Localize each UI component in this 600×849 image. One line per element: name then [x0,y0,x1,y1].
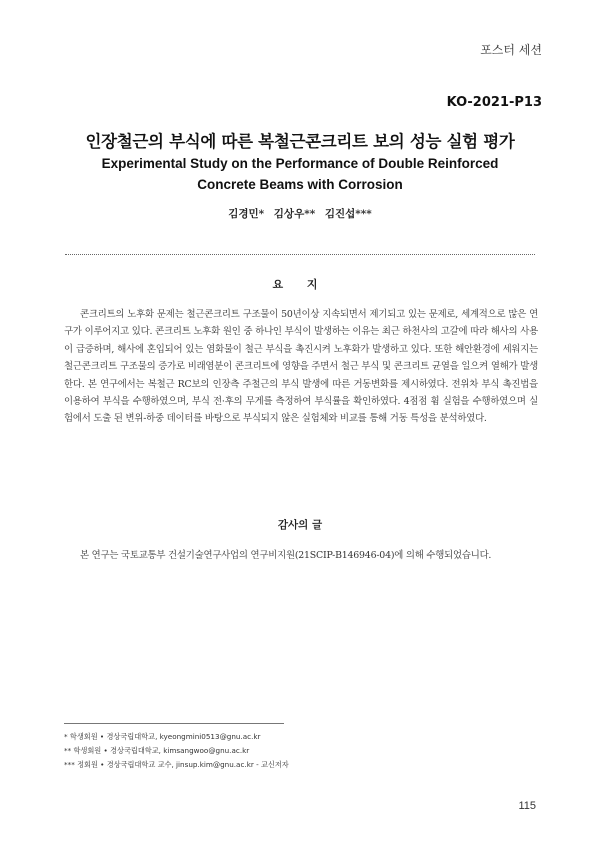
session-label: 포스터 세션 [480,43,542,57]
abstract-body: 콘크리트의 노후화 문제는 철근콘크리트 구조물이 50년이상 지속되면서 제기되고 있는 문제로, 세계적으로 많은 연구가 이루어지고 있다. 콘크리트 노후화 원인 중 하나인 부식이 발생하는 이유는 최근 하천사의 고갈에 따라 해사의 사용이 급증하며, 해사에 혼입되어 있는 염화물이 철근 부식을 촉진시켜 노후화가 발생하고 있다. 또한 해안환경에 세워지는 철근콘크리트 구조물의 증가로 비래염분이 콘크리트에 영향을 주면서 철근 부식 및 콘크리트 균열을 일으켜 열해가 발생한다. 본 연구에서는 복철근 RC보의 인장측 주철근의 부식 발생에 따른 거동변화를 제시하였다. 전위차 부식 촉진법을 이용하여 부식을 수행하였으며, 부식 전·후의 무게를 측정하여 부식률을 확인하였다. 4점점 휨 실험을 수행하였으며 실험에서 도출 된 변위-하중 데이터를 바탕으로 부식되지 않은 실험체와 비교를 통해 거동 특성을 분석하였다. [64,309,538,425]
korean-title: 인장철근의 부식에 따른 복철근콘크리트 보의 성능 실험 평가 [85,132,515,151]
footnote-rule [64,723,284,724]
footnote-item: *** 정회원 • 경상국립대학교 교수, jinsup.kim@gnu.ac.kr - 교신저자 [64,760,289,769]
english-title-line-2: Concrete Beams with Corrosion [197,177,403,192]
paper-id: KO-2021-P13 [446,95,542,110]
footnotes [64,730,364,772]
english-title [0,153,600,195]
section-divider [65,254,535,255]
acknowledgement-body: 본 연구는 국토교통부 건설기술연구사업의 연구비지원(21SCIP-B146946-04)에 의해 수행되었습니다. [80,550,492,561]
author-list: 김경민* 김상우** 김진섭*** [228,208,372,220]
footnote-item: * 학생회원 • 경상국립대학교, kyeongmini0513@gnu.ac.kr [64,732,261,741]
abstract-heading: 요 지 [272,278,328,291]
acknowledgement-heading: 감사의 글 [277,519,323,531]
english-title-line-1: Experimental Study on the Performance of Double Reinforced [101,156,499,171]
footnote-item: ** 학생회원 • 경상국립대학교, kimsangwoo@gnu.ac.kr [64,746,250,755]
page-number: 115 [518,800,536,812]
